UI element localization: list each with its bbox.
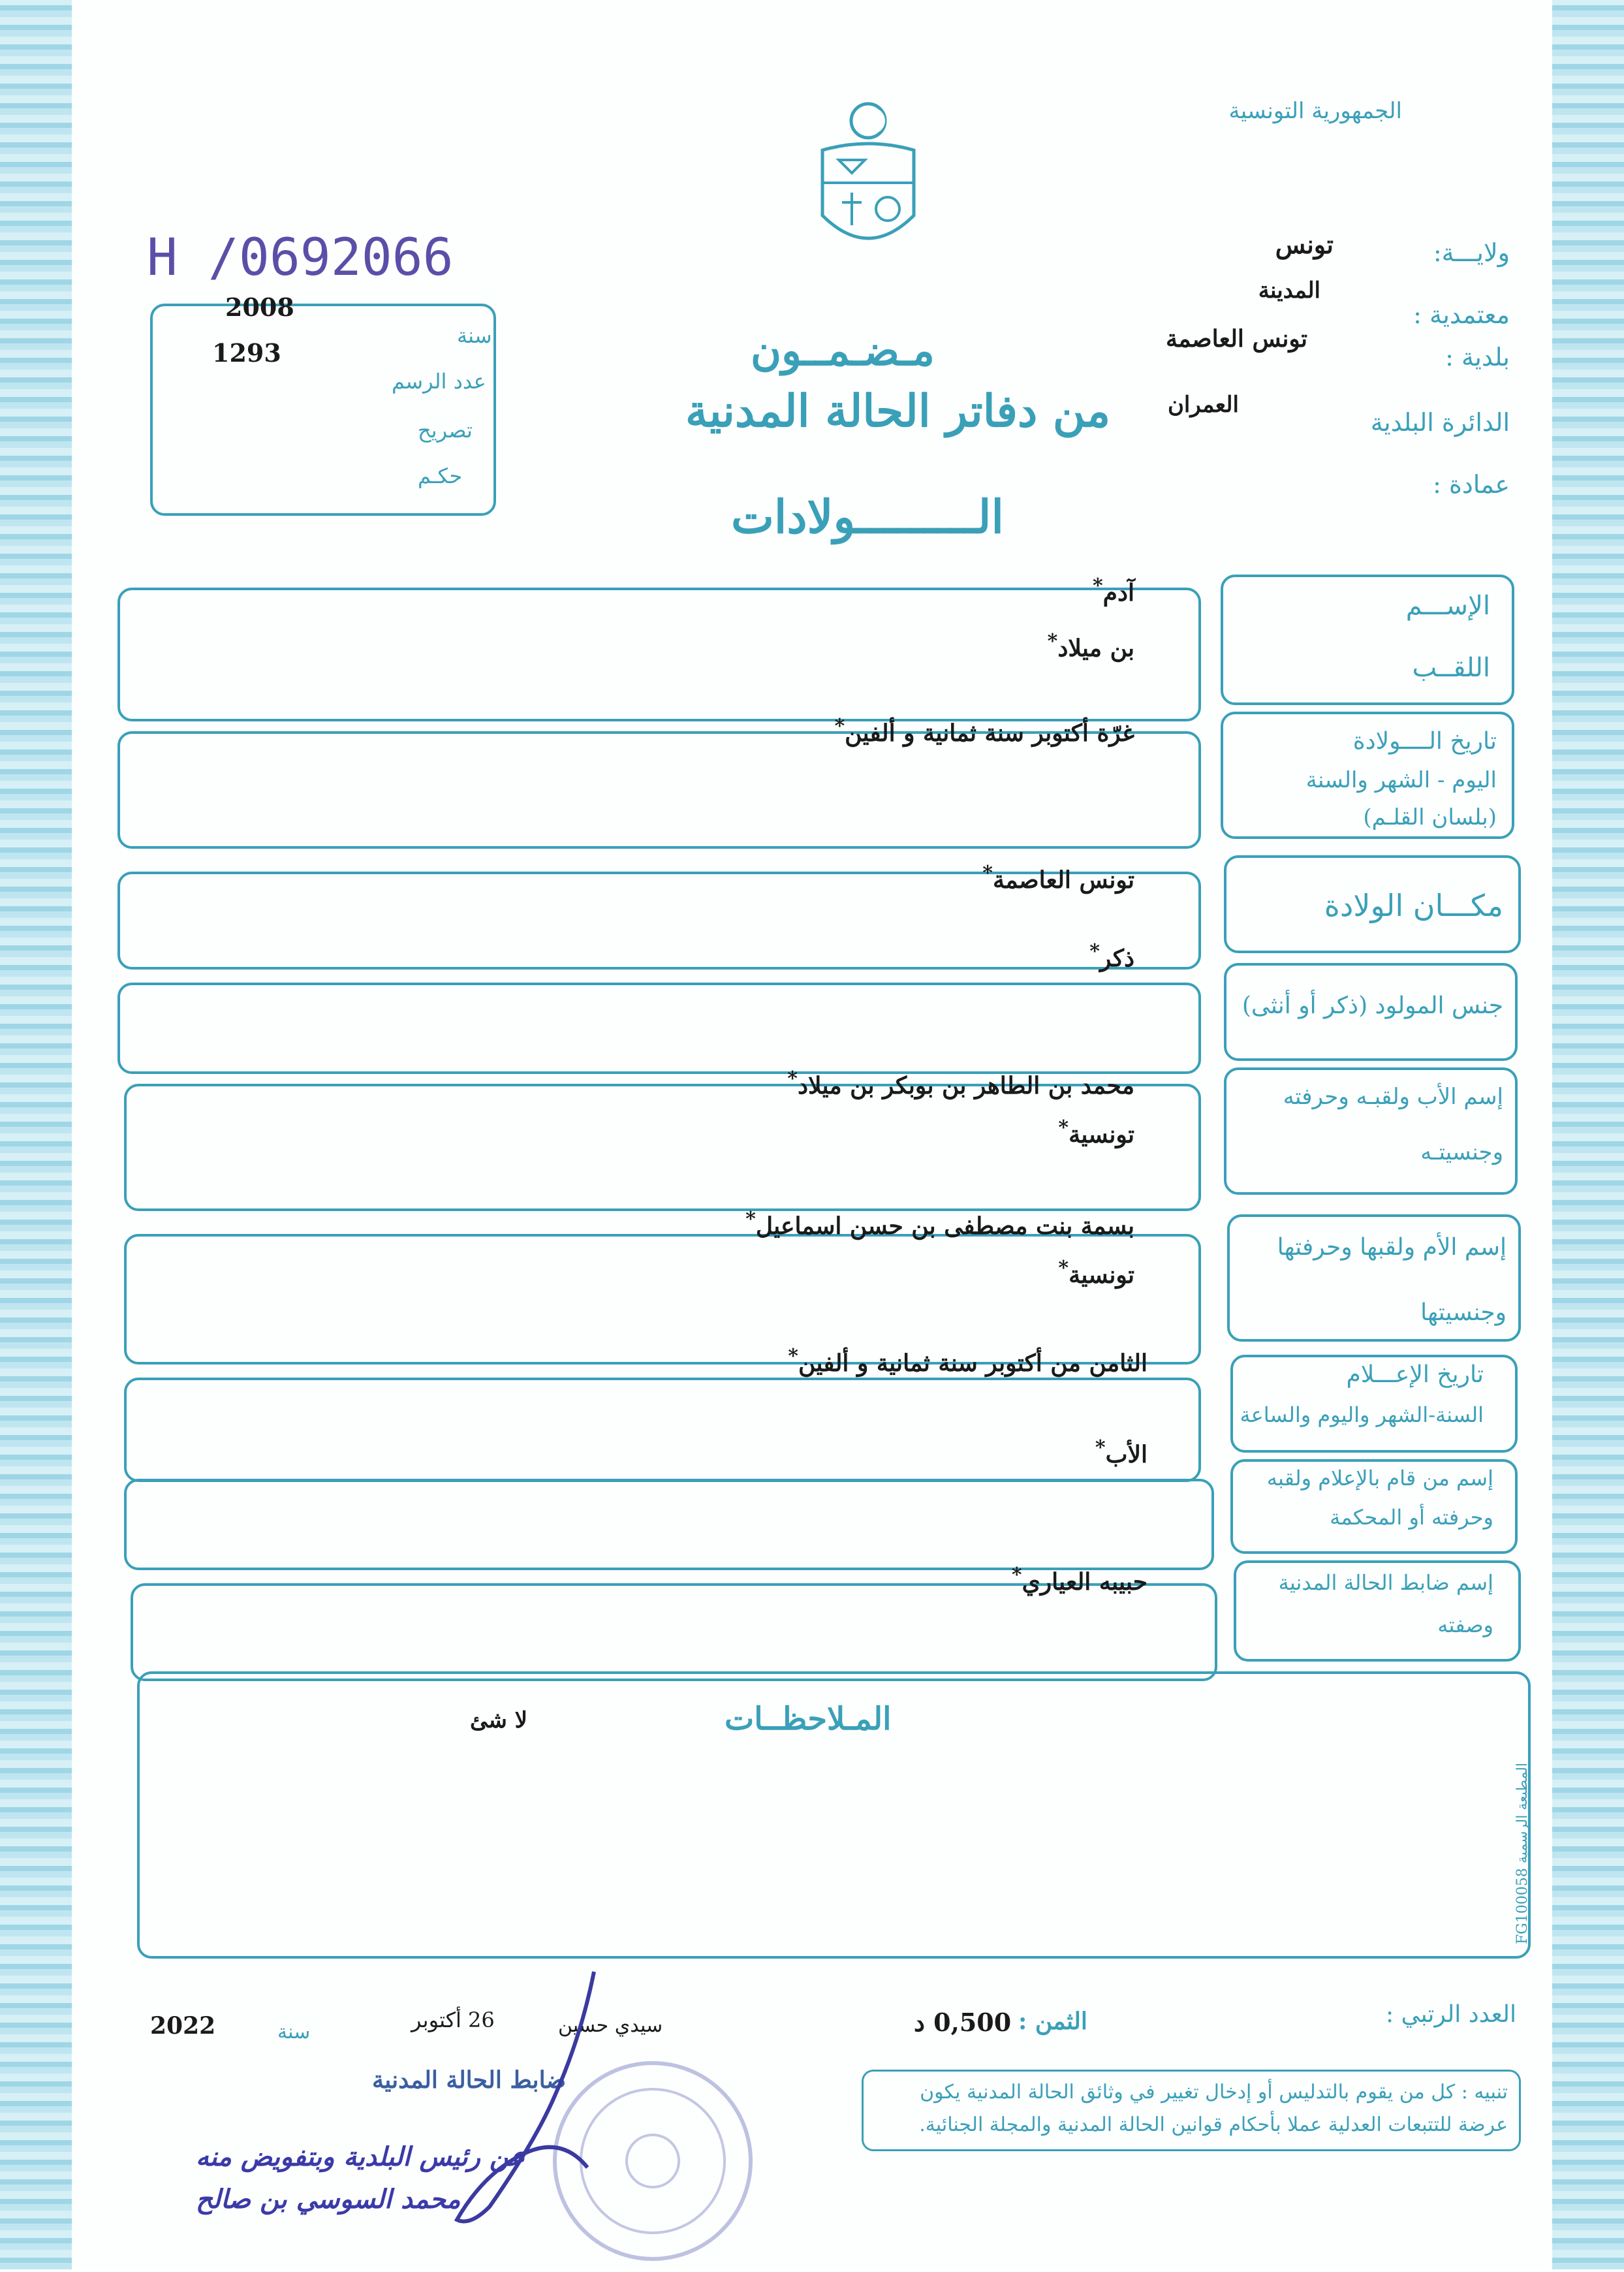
births-title: الـــــــــولادات bbox=[731, 490, 1004, 544]
reg-number-value: 1293 bbox=[212, 338, 281, 368]
district-label: الدائرة البلدية bbox=[1370, 408, 1510, 437]
declarant-value: الأب* bbox=[1095, 1436, 1148, 1468]
coat-of-arms-emblem bbox=[809, 98, 927, 268]
registers-title: من دفاتر الحالة المدنية bbox=[685, 385, 1111, 437]
decorative-border-right bbox=[1546, 0, 1624, 2269]
declaration-date-label: تاريخ الإعـــلام bbox=[1346, 1361, 1484, 1388]
municipality-label: بلدية : bbox=[1445, 343, 1510, 371]
delegation-label: معتمدية : bbox=[1413, 300, 1510, 329]
serial-no-label: العدد الرتبي : bbox=[1385, 2001, 1516, 2028]
row-father-value-box bbox=[124, 1084, 1201, 1211]
birthplace-label: مكـــان الولادة bbox=[1324, 888, 1503, 923]
reg-year-value: 2008 bbox=[225, 292, 294, 322]
imada-label: عمادة : bbox=[1433, 470, 1510, 499]
row-officer-value-box bbox=[131, 1583, 1217, 1681]
price-label: الثمن : bbox=[1018, 2008, 1087, 2035]
reg-year-label: سنة bbox=[457, 323, 492, 348]
sex-value: ذكر* bbox=[1089, 940, 1134, 972]
father-nationality-label: وجنسيتـه bbox=[1420, 1139, 1503, 1165]
decorative-border-left bbox=[0, 0, 78, 2269]
surname-value: بن ميلاد* bbox=[1047, 630, 1134, 662]
row-sex-value-box bbox=[117, 983, 1201, 1074]
mother-label: إسم الأم ولقبها وحرفتها bbox=[1277, 1234, 1507, 1261]
remarks-value: لا شئ bbox=[470, 1707, 528, 1733]
handwritten-signature bbox=[431, 1959, 640, 2233]
father-value: محمد بن الطاهر بن بوبكر بن ميلاد* bbox=[787, 1067, 1134, 1099]
year-label: سنة bbox=[277, 2021, 311, 2043]
father-nationality-value: تونسية* bbox=[1058, 1116, 1134, 1148]
row-birthdate-value-box bbox=[117, 731, 1201, 849]
surname-label: اللقــب bbox=[1412, 653, 1490, 683]
mother-value: بسمة بنت مصطفى بن حسن اسماعيل* bbox=[745, 1208, 1134, 1240]
serial-number: H /0692066 bbox=[147, 229, 454, 287]
remarks-label: المـلاحظــات bbox=[725, 1701, 892, 1737]
place-value: سيدي حسين bbox=[558, 2014, 663, 2037]
date-value: 26 أكتوبر bbox=[411, 2008, 495, 2032]
signature-line-2: محمد السوسي بن صالح bbox=[196, 2184, 461, 2215]
declaration-date-value: الثامن من أكتوبر سنة ثمانية و ألفين* bbox=[788, 1345, 1148, 1377]
reg-number-label: عدد الرسم bbox=[392, 369, 486, 394]
officer-value: حبيبه العياري* bbox=[1011, 1564, 1148, 1596]
printer-mark: المطبعة الرسمية FG100058 bbox=[1514, 1763, 1531, 1944]
wilaya-label: ولايـــة: bbox=[1433, 238, 1510, 267]
name-label: الإســـم bbox=[1405, 591, 1490, 621]
delegation-value: المدينة bbox=[1258, 277, 1320, 304]
birthdate-in-words-label: (بلسان القلـم) bbox=[1363, 804, 1497, 830]
sex-label: جنس المولود (ذكر أو أنثى) bbox=[1241, 992, 1503, 1019]
officer-role-label: وصفته bbox=[1437, 1613, 1493, 1637]
declarant-label: إسم من قام بالإعلام ولقبه bbox=[1266, 1466, 1493, 1491]
birthplace-value: تونس العاصمة* bbox=[982, 862, 1134, 894]
declaration-label: تصريح bbox=[418, 418, 473, 443]
officer-label: إسم ضابط الحالة المدنية bbox=[1278, 1570, 1493, 1595]
birthdate-format-label: اليوم - الشهر والسنة bbox=[1305, 767, 1497, 793]
judgment-label: حكـم bbox=[418, 464, 463, 488]
declarant-role-label: وحرفته أو المحكمة bbox=[1330, 1505, 1493, 1530]
row-name-value-box bbox=[117, 588, 1201, 721]
wilaya-value: تونس bbox=[1275, 230, 1334, 259]
mother-nationality-value: تونسية* bbox=[1058, 1257, 1134, 1289]
officer-title: ضابط الحالة المدنية bbox=[372, 2066, 567, 2094]
signature-line-1: عن رئيس البلدية وبتفويض منه bbox=[196, 2141, 525, 2172]
row-declarant-value-box bbox=[124, 1479, 1214, 1570]
municipality-value: تونس العاصمة bbox=[1165, 325, 1307, 353]
year-value: 2022 bbox=[150, 2012, 216, 2040]
mother-nationality-label: وجنسيتها bbox=[1420, 1299, 1507, 1326]
father-label: إسم الأب ولقبـه وحرفته bbox=[1283, 1084, 1503, 1110]
excerpt-title: مـضـمــون bbox=[751, 326, 935, 375]
birthdate-label: تاريخ الــــولادة bbox=[1352, 728, 1497, 755]
price-value: 0,500 د bbox=[914, 2008, 1012, 2037]
district-value: العمران bbox=[1167, 392, 1239, 418]
warning-text: تنبيه : كل من يقوم بالتدليس أو إدخال تغيير في وثائق الحالة المدنية يكون عرضة للتتبعات العدلية عملا بأحكام قوانين الحالة المدنية والمجلة الجنائية. bbox=[919, 2081, 1508, 2136]
row-declaration-date-value-box bbox=[124, 1378, 1201, 1482]
name-value: آدم* bbox=[1092, 575, 1134, 607]
republic-label: الجمهورية التونسية bbox=[1228, 98, 1402, 124]
declaration-date-format-label: السنة-الشهر واليوم والساعة bbox=[1240, 1402, 1484, 1427]
birthdate-value: غرّة أكتوبر سنة ثمانية و ألفين* bbox=[834, 715, 1134, 747]
